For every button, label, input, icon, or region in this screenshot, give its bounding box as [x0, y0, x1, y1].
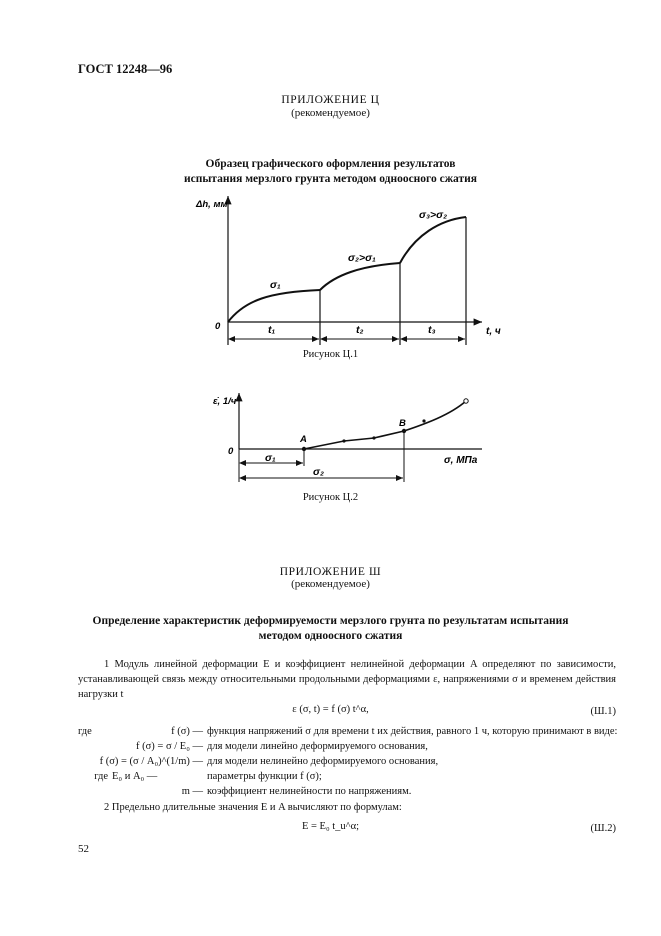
figure-c1-caption: Рисунок Ц.1	[302, 349, 359, 360]
definition-lead: где	[94, 771, 108, 782]
definition-text: для модели линейно деформируемого основания,	[207, 741, 428, 752]
fig2-sigma2-label: σ₂	[313, 466, 324, 478]
fig1-stage-label-1: σ₁	[270, 279, 281, 291]
fig1-curve-stage2	[320, 263, 400, 290]
fig2-data-point	[372, 436, 375, 439]
fig1-time-label-3: t₃	[428, 324, 436, 336]
definition-row	[78, 724, 618, 739]
fig1-time-label-2: t₂	[356, 324, 364, 336]
document-code: ГОСТ 12248—96	[78, 62, 173, 76]
fig2-curve	[404, 401, 466, 431]
page-number: 52	[78, 843, 89, 855]
fig2-origin: 0	[228, 446, 234, 457]
definition-lead: где	[78, 726, 92, 737]
appendix-c-heading-line2: испытания мерзлого грунта методом одноосного сжатия	[183, 173, 478, 185]
fig2-data-point	[422, 419, 425, 422]
appendix-sh-heading-line1: Определение характеристик деформируемости мерзлого грунта по результатам испытания	[92, 615, 569, 627]
fig2-label-b: B	[399, 418, 406, 429]
fig1-stage-label-3: σ₃>σ₂	[419, 209, 448, 221]
fig2-linear-segment	[304, 431, 404, 449]
appendix-sh-title: ПРИЛОЖЕНИЕ Ш	[279, 566, 382, 578]
paragraph-2: 2 Предельно длительные значения E и A вычисляют по формулам:	[104, 802, 402, 813]
fig1-curve-stage1	[228, 290, 320, 322]
fig1-x-label: t, ч	[486, 326, 501, 337]
fig1-stage-label-2: σ₂>σ₁	[348, 252, 376, 264]
definition-row	[78, 754, 618, 769]
definition-term: f (σ) = (σ / A₀)^(1/m) —	[99, 756, 203, 767]
definition-term: f (σ) = σ / E₀ —	[136, 741, 203, 752]
figure-c2-caption: Рисунок Ц.2	[302, 492, 359, 503]
definition-term: E₀ и A₀ —	[112, 771, 158, 782]
appendix-c-title: ПРИЛОЖЕНИЕ Ц	[281, 94, 380, 106]
definition-lead	[78, 739, 108, 754]
equation-2: E = E₀ t_u^α;	[301, 821, 360, 832]
fig1-y-label: Δh, мм	[196, 199, 228, 210]
definitions-list	[78, 724, 618, 799]
appendix-c-heading-line1: Образец графического оформления результатов	[205, 158, 456, 170]
fig1-time-label-1: t₁	[268, 324, 276, 336]
definition-row	[78, 784, 618, 799]
definition-term: f (σ) —	[171, 726, 203, 737]
equation-1-number: (Ш.1)	[590, 706, 616, 717]
definition-term: m —	[181, 786, 203, 797]
appendix-c-subtitle: (рекомендуемое)	[291, 107, 370, 119]
definition-text: для модели нелинейно деформируемого основания,	[207, 756, 439, 767]
definition-row	[78, 769, 618, 784]
definition-row	[78, 739, 618, 754]
fig2-sigma1-label: σ₁	[265, 452, 276, 464]
equation-1: ε (σ, t) = f (σ) t^α,	[292, 704, 369, 715]
fig1-curve-stage3	[400, 217, 466, 263]
fig2-y-label: ε̇, 1/ч	[213, 396, 237, 407]
fig2-label-a: A	[300, 434, 307, 445]
fig1-origin: 0	[215, 321, 221, 332]
appendix-sh-subtitle: (рекомендуемое)	[291, 578, 370, 590]
definition-text: параметры функции f (σ);	[207, 771, 322, 782]
fig2-data-point	[464, 399, 468, 403]
paragraph-1: 1 Модуль линейной деформации E и коэффициент нелинейной деформации A определяют по зависимости, устанавливающей связь между относительными продольными деформациями ε, напряжениями σ и временем действия нагрузки t	[78, 659, 616, 700]
fig2-x-label: σ, МПа	[444, 455, 478, 466]
definition-text: коэффициент нелинейности по напряжениям.	[207, 786, 412, 797]
fig2-data-point	[342, 439, 345, 442]
equation-2-number: (Ш.2)	[590, 823, 616, 834]
definition-text: функция напряжений σ для времени t их действия, равного 1 ч, которую принимают в виде:	[207, 726, 618, 737]
appendix-sh-heading-line2: методом одноосного сжатия	[258, 630, 403, 642]
definition-lead	[78, 784, 108, 799]
